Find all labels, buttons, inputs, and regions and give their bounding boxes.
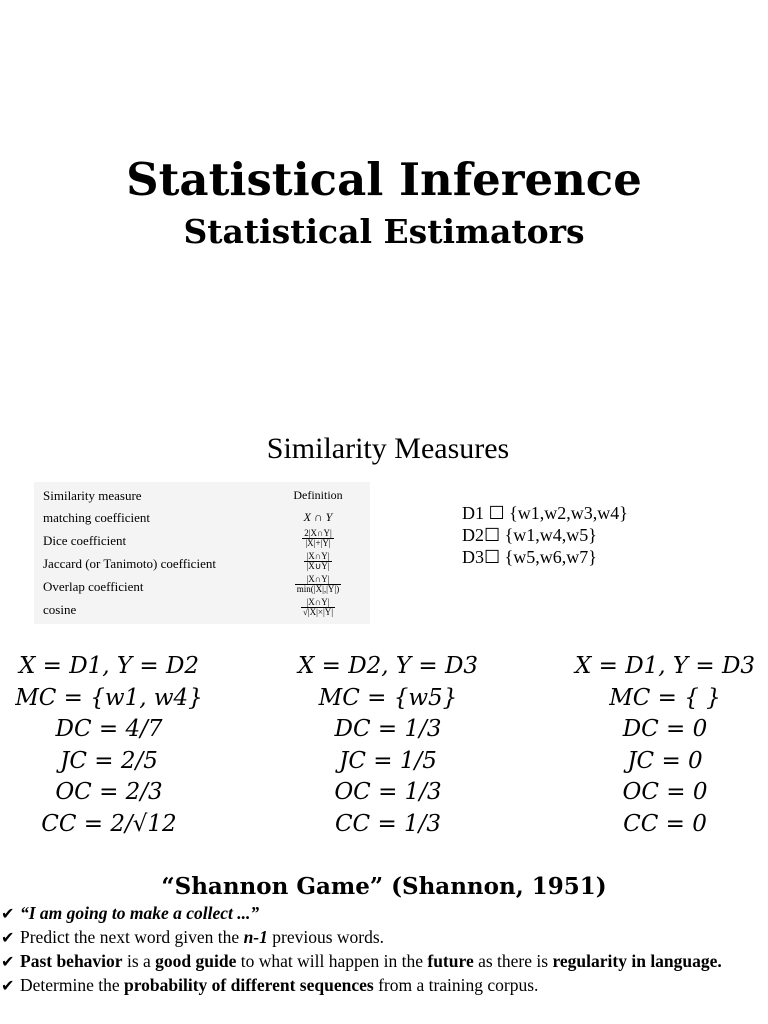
similarity-table: [34, 482, 370, 624]
checkmark-icon: ✔: [1, 928, 15, 947]
shannon-game-title: “Shannon Game” (Shannon, 1951): [161, 873, 607, 900]
example-line: DC = 4/7: [55, 716, 163, 742]
document-sets: [462, 502, 628, 568]
document-set-d2: D2☐ {w1,w4,w5}: [462, 525, 597, 545]
example-line: OC = 2/3: [55, 779, 163, 805]
table-row-name: cosine: [43, 602, 77, 617]
checkmark-icon: ✔: [1, 976, 15, 995]
table-row-name: Jaccard (or Tanimoto) coefficient: [43, 556, 216, 571]
example-line: X = D1, Y = D2: [18, 653, 200, 679]
bullet-item: ✔ Determine the probability of different sequences from a training corpus.: [1, 975, 539, 995]
table-row-definition: $\frac{|X\cap Y|}{|X\cup Y|}$: [306, 551, 330, 571]
example-line: JC = 0: [627, 747, 703, 774]
table-row-definition: $\frac{2|X\cap Y|}{|X|+|Y|}$: [304, 528, 332, 548]
table-header-definition: Definition: [293, 488, 343, 502]
checkmark-icon: ✔: [1, 952, 15, 971]
table-row-definition: X ∩ Y: [303, 510, 333, 524]
section-title: Similarity Measures: [266, 432, 510, 465]
example-line: JC = 1/5: [339, 747, 437, 774]
example-line: CC = 0: [623, 810, 707, 837]
example-line: X = D1, Y = D3: [574, 653, 756, 679]
table-row-name: Dice coefficient: [43, 533, 127, 548]
document-set-d1: D1 ☐ {w1,w2,w3,w4}: [462, 503, 628, 523]
bullet-list: [0, 905, 756, 1001]
table-row-name: matching coefficient: [43, 510, 150, 525]
table-row-name: Overlap coefficient: [43, 579, 144, 594]
example-line: MC = { }: [609, 684, 721, 711]
example-line: DC = 0: [622, 716, 708, 742]
example-line: X = D2, Y = D3: [297, 653, 479, 679]
bullet-item: ✔ “I am going to make a collect ...”: [1, 903, 260, 923]
example-line: JC = 2/5: [60, 747, 158, 774]
example-d1-d3: [545, 651, 768, 840]
document-set-d3: D3☐ {w5,w6,w7}: [462, 547, 597, 567]
table-row-definition: $\frac{|X\cap Y|}{\min(|X|,|Y|)}$: [296, 574, 340, 594]
example-line: CC = 1/3: [334, 810, 442, 837]
bullet-item: ✔ Predict the next word given the n-1 previous words.: [1, 927, 385, 947]
example-line: OC = 1/3: [334, 779, 442, 805]
page-title: Statistical Inference: [126, 153, 642, 206]
bullet-item: ✔ Past behavior is a good guide to what will happen in the future as there is regularity in language.: [1, 951, 722, 971]
example-d2-d3: [268, 651, 508, 840]
table-row-definition: $\frac{|X\cap Y|}{√|X|\times|Y|}$: [302, 597, 334, 617]
example-line: MC = {w1, w4}: [15, 684, 203, 711]
table-header-measure: Similarity measure: [43, 488, 142, 503]
example-line: MC = {w5}: [318, 684, 458, 711]
example-d1-d2: [0, 651, 229, 840]
example-line: CC = 2/√12: [41, 810, 177, 837]
checkmark-icon: ✔: [1, 904, 15, 923]
page-subtitle: Statistical Estimators: [183, 212, 585, 251]
example-line: DC = 1/3: [334, 716, 442, 742]
example-line: OC = 0: [622, 779, 708, 805]
